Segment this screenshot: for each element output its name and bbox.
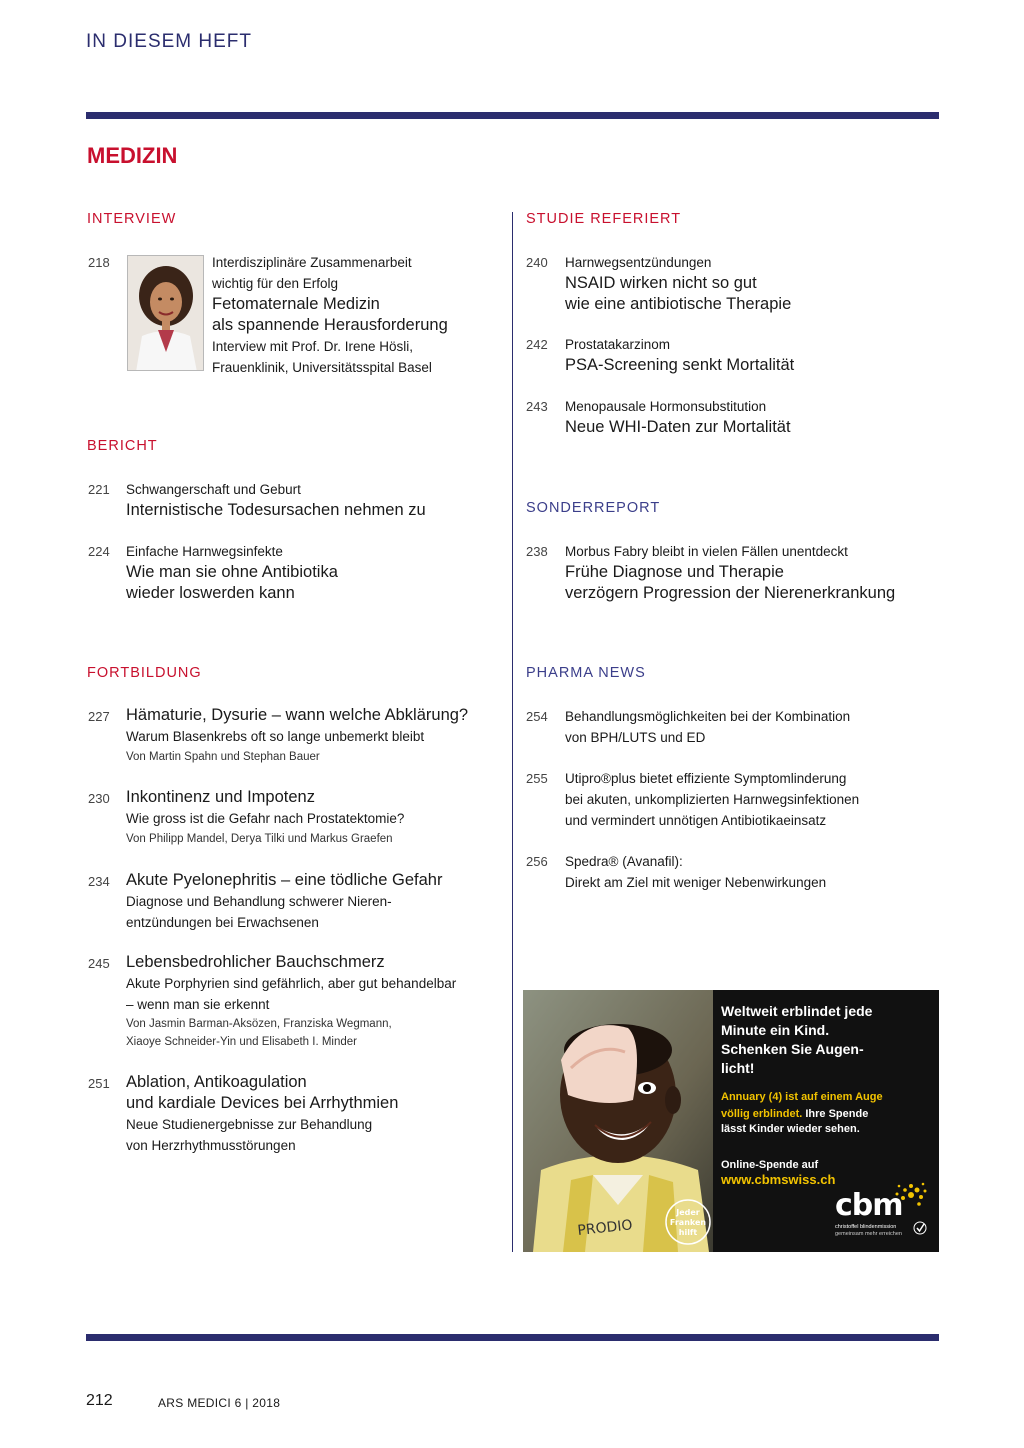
entry-title: Ablation, Antikoagulation: [126, 1073, 307, 1091]
badge-text: Franken: [669, 1218, 707, 1227]
page-number: 255: [526, 771, 548, 786]
entry-authors: Von Philipp Mandel, Derya Tilki und Markus Graefen: [126, 833, 393, 845]
entry-authors: Xiaoye Schneider-Yin und Elisabeth I. Minder: [126, 1036, 357, 1048]
entry-title: Inkontinenz und Impotenz: [126, 788, 315, 806]
shirt-text: PRODIO: [576, 1217, 634, 1239]
entry-title: Fetomaternale Medizin: [212, 295, 380, 313]
entry-authors: Von Jasmin Barman-Aksözen, Franziska Wegmann,: [126, 1018, 392, 1030]
ad-child-photo: [523, 990, 713, 1252]
entry-subtitle: – wenn man sie erkennt: [126, 997, 270, 1012]
logo-tagline: christoffel blindenmission: [835, 1224, 897, 1230]
entry-kicker: Morbus Fabry bleibt in vielen Fällen unentdeckt: [565, 544, 848, 559]
entry-kicker: Einfache Harnwegsinfekte: [126, 544, 283, 559]
logo-tagline: gemeinsam mehr erreichen: [835, 1231, 902, 1237]
page-number: 230: [88, 791, 110, 806]
entry-subtitle: Akute Porphyrien sind gefährlich, aber gut behandelbar: [126, 976, 457, 991]
entry-title: als spannende Herausforderung: [212, 316, 448, 334]
toc-entry[interactable]: [565, 252, 791, 315]
entry-title: Neue WHI-Daten zur Mortalität: [565, 418, 791, 436]
entry-title: Wie man sie ohne Antibiotika: [126, 563, 338, 581]
entry-kicker: Schwangerschaft und Geburt: [126, 482, 301, 497]
entry-title: Akute Pyelonephritis – eine tödliche Gefahr: [126, 871, 443, 889]
entry-title: NSAID wirken nicht so gut: [565, 274, 757, 292]
toc-entry[interactable]: [565, 768, 859, 831]
toc-entry[interactable]: [565, 706, 850, 748]
ad-story: völlig erblindet.: [721, 1108, 803, 1120]
section-heading-interview: INTERVIEW: [87, 211, 177, 227]
entry-text: und vermindert unnötigen Antibiotikaeinsatz: [565, 813, 827, 828]
page-number: 256: [526, 854, 548, 869]
page-number: 238: [526, 544, 548, 559]
top-rule: [86, 112, 939, 119]
entry-subtitle: Wie gross ist die Gefahr nach Prostatektomie?: [126, 811, 405, 826]
toc-entry[interactable]: [126, 705, 468, 768]
page-number: 243: [526, 399, 548, 414]
entry-title: wieder loswerden kann: [126, 584, 295, 602]
page-number: 240: [526, 255, 548, 270]
ad-headline: Weltweit erblindet jede: [721, 1003, 873, 1019]
section-heading-sonderreport: SONDERREPORT: [526, 500, 661, 516]
ad-url-link[interactable]: www.cbmswiss.ch: [721, 1172, 836, 1187]
entry-text: Direkt am Ziel mit weniger Nebenwirkungen: [565, 875, 827, 890]
entry-text: von BPH/LUTS und ED: [565, 730, 706, 745]
ad-story: lässt Kinder wieder sehen.: [721, 1123, 860, 1135]
ad-story: Annuary (4) ist auf einem Auge: [721, 1091, 883, 1103]
entry-title: wie eine antibiotische Therapie: [565, 295, 792, 313]
page-number: 254: [526, 709, 548, 724]
folio-page-number: 212: [86, 1392, 113, 1409]
section-title: MEDIZIN: [87, 143, 178, 168]
ad-headline: Schenken Sie Augen-: [721, 1041, 864, 1057]
toc-entry[interactable]: [126, 1072, 398, 1156]
ad-copy: [721, 1002, 933, 1188]
toc-entry[interactable]: [126, 952, 456, 1051]
entry-kicker: wichtig für den Erfolg: [212, 276, 339, 291]
toc-entry[interactable]: [565, 334, 794, 376]
page-number: 221: [88, 482, 110, 497]
page-number: 227: [88, 709, 110, 724]
entry-subtitle: Warum Blasenkrebs oft so lange unbemerkt bleibt: [126, 729, 425, 744]
entry-subtitle: Frauenklinik, Universitätsspital Basel: [212, 360, 432, 375]
cbm-logo: [833, 1182, 933, 1246]
section-heading-pharma: PHARMA NEWS: [526, 665, 646, 681]
section-heading-fortbildung: FORTBILDUNG: [87, 665, 202, 681]
entry-text: Utipro®plus bietet effiziente Symptomlinderung: [565, 771, 847, 786]
column-divider: [512, 212, 513, 1252]
page-number: 234: [88, 874, 110, 889]
portrait-image: [128, 256, 204, 371]
entry-subtitle: von Herzrhythmusstörungen: [126, 1138, 296, 1153]
toc-entry[interactable]: [565, 851, 826, 893]
ad-headline: licht!: [721, 1060, 755, 1076]
entry-title: Frühe Diagnose und Therapie: [565, 563, 784, 581]
page-number: 245: [88, 956, 110, 971]
badge-text: hilft: [678, 1228, 698, 1237]
section-heading-studie: STUDIE REFERIERT: [526, 211, 682, 227]
entry-subtitle: Diagnose und Behandlung schwerer Nieren-: [126, 894, 392, 909]
toc-entry[interactable]: [126, 870, 442, 933]
ad-story: Ihre Spende: [802, 1108, 869, 1120]
entry-subtitle: Interview mit Prof. Dr. Irene Hösli,: [212, 339, 414, 354]
toc-entry[interactable]: [565, 541, 895, 604]
cbm-advertisement[interactable]: [523, 990, 939, 1252]
entry-kicker: Prostatakarzinom: [565, 337, 671, 352]
entry-text: bei akuten, unkomplizierten Harnwegsinfektionen: [565, 792, 860, 807]
toc-entry[interactable]: [126, 479, 426, 521]
ad-online-label: Online-Spende auf: [721, 1159, 819, 1171]
ad-headline: Minute ein Kind.: [721, 1022, 830, 1038]
page-number: 242: [526, 337, 548, 352]
interview-entry[interactable]: [212, 252, 448, 378]
toc-entry[interactable]: [126, 787, 404, 850]
page-number: 218: [88, 255, 110, 270]
toc-entry[interactable]: [126, 541, 338, 604]
entry-title: verzögern Progression der Nierenerkrankung: [565, 584, 896, 602]
entry-subtitle: Neue Studienergebnisse zur Behandlung: [126, 1117, 373, 1132]
section-heading-bericht: BERICHT: [87, 438, 158, 454]
portrait-photo: [127, 255, 204, 371]
entry-title: Lebensbedrohlicher Bauchschmerz: [126, 953, 385, 971]
entry-title: und kardiale Devices bei Arrhythmien: [126, 1094, 399, 1112]
toc-entry[interactable]: [565, 396, 791, 438]
bottom-rule: [86, 1334, 939, 1341]
cbm-wordmark: cbm: [835, 1188, 903, 1223]
page-number: 251: [88, 1076, 110, 1091]
entry-title: Internistische Todesursachen nehmen zu: [126, 501, 426, 519]
page-number: 224: [88, 544, 110, 559]
child-image: [523, 990, 713, 1252]
magazine-issue: ARS MEDICI 6 | 2018: [158, 1396, 281, 1410]
entry-kicker: Harnwegsentzündungen: [565, 255, 712, 270]
entry-title: Hämaturie, Dysurie – wann welche Abklärung?: [126, 706, 469, 724]
badge-text: Jeder: [676, 1208, 700, 1217]
entry-authors: Von Martin Spahn und Stephan Bauer: [126, 751, 320, 763]
entry-subtitle: entzündungen bei Erwachsenen: [126, 915, 319, 930]
entry-text: Spedra® (Avanafil):: [565, 854, 683, 869]
running-head: IN DIESEM HEFT: [86, 31, 253, 52]
entry-kicker: Menopausale Hormonsubstitution: [565, 399, 767, 414]
entry-kicker: Interdisziplinäre Zusammenarbeit: [212, 255, 412, 270]
entry-text: Behandlungsmöglichkeiten bei der Kombination: [565, 709, 851, 724]
entry-title: PSA-Screening senkt Mortalität: [565, 356, 795, 374]
